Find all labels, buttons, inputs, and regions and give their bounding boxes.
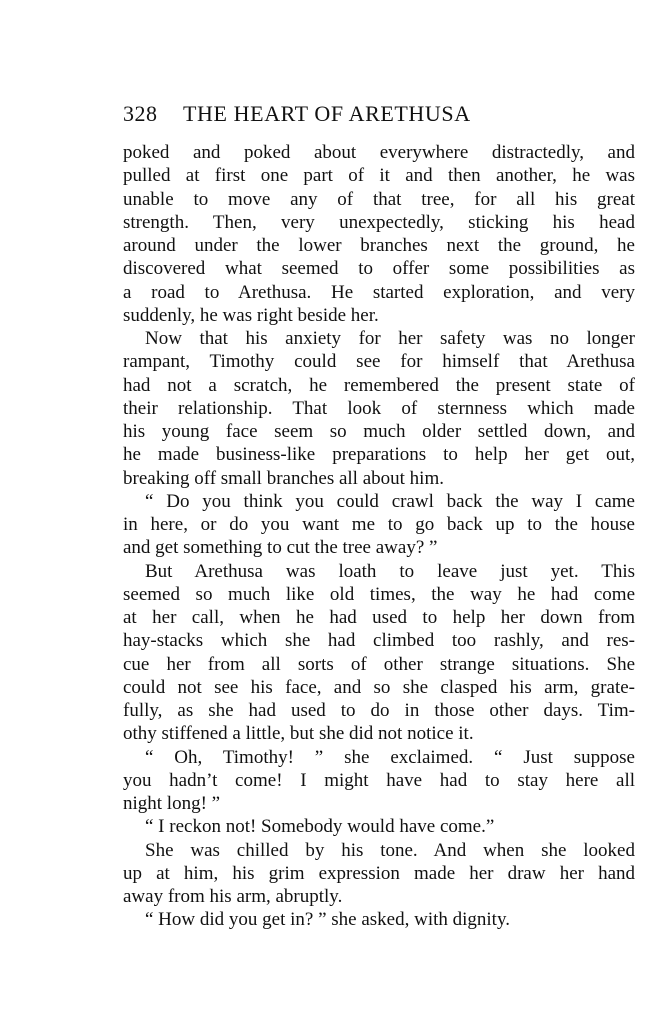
text-line: rampant, Timothy could see for himself that Arethusa bbox=[123, 351, 635, 373]
text-line: poked and poked about everywhere distractedly, and bbox=[123, 142, 635, 163]
text-line: could not see his face, and so she clasped his arm, grate- bbox=[123, 676, 635, 698]
text-line: fully, as she had used to do in those other days. Tim- bbox=[123, 700, 635, 721]
text-line: Now that his anxiety for her safety was no longer bbox=[145, 328, 635, 349]
text-line: you hadn’t come! I might have had to stay here all bbox=[123, 769, 635, 791]
text-line: and get something to cut the tree away? ” bbox=[123, 537, 438, 559]
text-line: othy stiffened a little, but she did not notice it. bbox=[123, 723, 474, 745]
text-line: his young face seem so much older settled down, and bbox=[123, 421, 635, 442]
text-line: a road to Arethusa. He started exploration, and very bbox=[123, 281, 635, 303]
text-line: “ I reckon not! Somebody would have come.” bbox=[145, 816, 495, 838]
running-title: THE HEART OF ARETHUSA bbox=[183, 101, 471, 126]
text-line: up at him, his grim expression made her draw her hand bbox=[123, 862, 635, 884]
running-header bbox=[123, 100, 543, 128]
text-line: strength. Then, very unexpectedly, sticking his head bbox=[123, 211, 635, 233]
text-line: at her call, when he had used to help her down from bbox=[123, 607, 635, 628]
text-line: away from his arm, abruptly. bbox=[123, 886, 343, 907]
text-line: around under the lower branches next the ground, he bbox=[123, 235, 635, 256]
text-line: breaking off small branches all about him. bbox=[123, 467, 444, 489]
text-line: he made business-like preparations to help her get out, bbox=[123, 444, 635, 466]
page-number: 328 bbox=[123, 101, 158, 126]
text-line: cue her from all sorts of other strange situations. She bbox=[123, 653, 635, 675]
text-line: pulled at first one part of it and then another, he was bbox=[123, 165, 635, 187]
text-line: unable to move any of that tree, for all his great bbox=[123, 188, 635, 210]
text-line: “ How did you get in? ” she asked, with dignity. bbox=[145, 909, 510, 931]
text-line: night long! ” bbox=[123, 793, 221, 814]
text-line: suddenly, he was right beside her. bbox=[123, 304, 379, 326]
text-line: seemed so much like old times, the way he had come bbox=[123, 583, 635, 605]
text-line: had not a scratch, he remembered the present state of bbox=[123, 374, 635, 396]
text-line: But Arethusa was loath to leave just yet. This bbox=[145, 560, 635, 582]
text-line: their relationship. That look of sternness which made bbox=[123, 397, 635, 419]
body-text bbox=[123, 141, 635, 932]
text-line: “ Oh, Timothy! ” she exclaimed. “ Just suppose bbox=[145, 746, 635, 768]
text-line: She was chilled by his tone. And when she looked bbox=[145, 839, 635, 861]
text-line: in here, or do you want me to go back up to the house bbox=[123, 514, 635, 535]
text-line: discovered what seemed to offer some possibilities as bbox=[123, 258, 635, 280]
text-line: “ Do you think you could crawl back the way I came bbox=[145, 490, 635, 512]
text-line: hay-stacks which she had climbed too rashly, and res- bbox=[123, 630, 635, 652]
